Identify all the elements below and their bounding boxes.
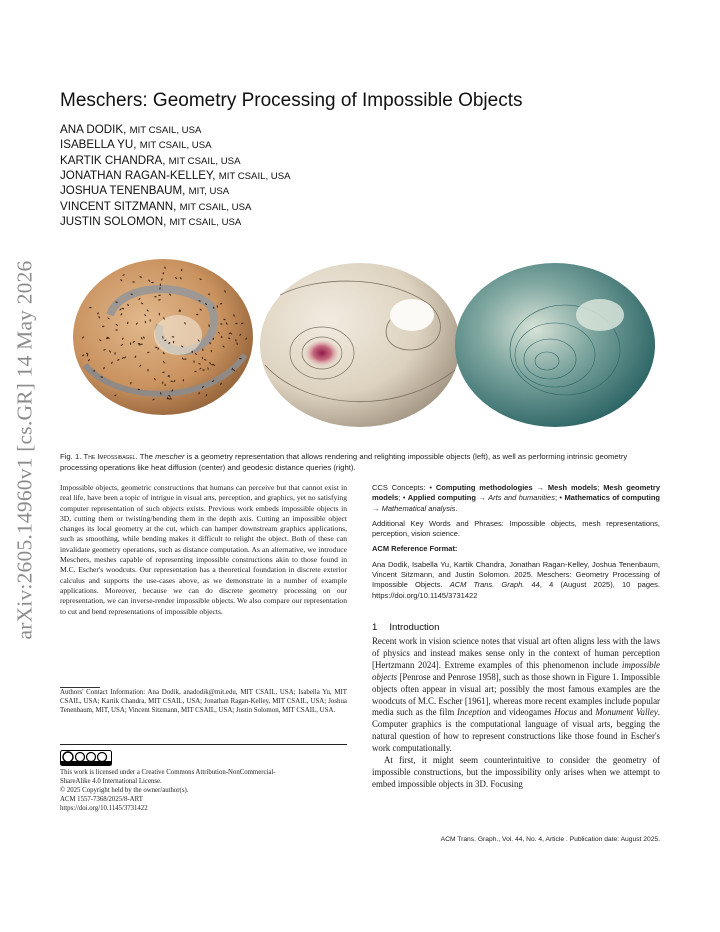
license-line: ShareAlike 4.0 International License. bbox=[60, 778, 162, 785]
paper-title: Meschers: Geometry Processing of Impossible Objects bbox=[60, 90, 523, 111]
bagel-heat-diffusion bbox=[260, 263, 460, 427]
abstract: Impossible objects, geometric constructions that humans can perceive but that cannot exist in real life, have been a topic of intrigue in visual arts, perception, and graphics, yet no satisfying computer representation of such objects exists. Previous work embeds impossible objects in 3D, cutting them or twisting/bending them in the depth axis. Cutting an impossible object changes its local geometry at the cut, which can hamper downstream graphics applications, such as smoothing, while bending makes it difficult to relight the object. Both of these can invalidate geometry operations, such as distance computation. As an alternative, we introduce Meschers, meshes capable of representing impossible constructions akin to those found in M.C. Escher's woodcuts. Our representation has a theoretical foundation in discrete exterior calculus and supports the use-cases above, as we demonstrate in a number of example applications. Moreover, because we can do discrete geometry processing on our representation, we can inverse-render impossible objects. We also compare our representation to cut and bend representations of impossible objects. bbox=[60, 483, 347, 616]
reference-text: Ana Dodik, Isabella Yu, Kartik Chandra, Jonathan Ragan-Kelley, Joshua Tenenbaum, Vincent Sitzmann, and Justin Solomon. 2025. Meschers: Geometry Processing of Impossible Objects. ACM Trans. Graph. 44, 4 (August 2025), 10 pages. https://doi.org/10.1145/3731422 bbox=[372, 559, 661, 600]
author-name: JUSTIN SOLOMON, bbox=[60, 214, 167, 228]
keywords: Additional Key Words and Phrases: Impossible objects, mesh representations, perception, vision science. bbox=[372, 518, 660, 539]
reference-heading: ACM Reference Format: bbox=[372, 544, 458, 554]
introduction-body: Recent work in vision science notes that visual art often aligns less with the laws of physics and instead makes sense only in the context of human perception [Hertzmann 2024]. Extreme examples of this phenomenon include impossible objects [Penrose and Penrose 1958], such as those shown in Figure 1. Impossible objects often appear in visual art; possibly the most famous examples are the woodcuts of M.C. Escher [1961], whereas more recent examples include popular media such as the film Inception and videogames Hocus and Monument Valley. Computer graphics is the computational language of visual arts, begging the natural question of how to represent constructions like those found in Escher's work computationally. At first, it might seem counterintuitive to consider the geometry of impossible constructions, but the impossibility only arises when we attempt to embed impossible objects in 3D. Focusing bbox=[372, 636, 660, 789]
author-line bbox=[60, 214, 241, 230]
author-line bbox=[60, 168, 291, 184]
license-line: This work is licensed under a Creative Commons Attribution-NonCommercial- bbox=[60, 769, 276, 776]
author-line bbox=[60, 199, 251, 215]
license-block bbox=[60, 768, 350, 813]
ccs-concepts: CCS Concepts: • Computing methodologies → Mesh models; Mesh geometry models; • Applied computing → Arts and humanities; • Mathematics of computing → Mathematical analysis. bbox=[372, 483, 660, 513]
author-name: KARTIK CHANDRA, bbox=[60, 153, 166, 167]
author-name: JONATHAN RAGAN-KELLEY, bbox=[60, 168, 216, 182]
arxiv-stamp: arXiv:2605.14960v1 [cs.GR] 14 May 2026 bbox=[12, 260, 37, 640]
author-affiliation: MIT, USA bbox=[188, 186, 230, 198]
author-affiliation: MIT CSAIL, USA bbox=[169, 216, 242, 228]
author-line bbox=[60, 183, 229, 199]
contact-information: Authors' Contact Information: Ana Dodik, anadodik@mit.edu, MIT CSAIL, USA; Isabella Yu, MIT CSAIL, USA; Kartik Chandra, MIT CSAIL, USA; Jonathan Ragan-Kelley, MIT CSAIL, USA; Joshua Tenenbaum, MIT, USA; Vincent Sitzmann, MIT CSAIL, USA; Justin Solomon, MIT CSAIL, USA. bbox=[60, 689, 347, 714]
author-line bbox=[60, 137, 212, 153]
section-heading-introduction: 1 Introduction bbox=[372, 622, 440, 633]
license-line: ACM 1557-7368/2025/8-ART bbox=[60, 796, 143, 803]
license-line: © 2025 Copyright held by the owner/author(s). bbox=[60, 787, 189, 794]
page-footer: ACM Trans. Graph., Vol. 44, No. 4, Article . Publication date: August 2025. bbox=[440, 836, 660, 843]
author-line bbox=[60, 122, 201, 138]
license-line: https://doi.org/10.1145/3731422 bbox=[60, 805, 148, 812]
author-affiliation: MIT CSAIL, USA bbox=[129, 125, 202, 136]
sprinkle bbox=[184, 359, 187, 360]
sprinkle bbox=[163, 272, 164, 275]
bagel-textured bbox=[73, 259, 253, 415]
bagel-geodesic-distance bbox=[455, 263, 655, 427]
author-affiliation: MIT CSAIL, USA bbox=[218, 170, 291, 182]
author-line bbox=[60, 153, 240, 169]
figure-label: Fig. 1. bbox=[60, 452, 82, 461]
author-affiliation: MIT CSAIL, USA bbox=[168, 155, 241, 167]
figure-caption: Fig. 1. The Impossibagel. The mescher is a geometry representation that allows rendering and relighting impossible objects (left), as well as performing intrinsic geometry processing operations like heat diffusion (center) and geodesic distance queries (right). bbox=[60, 452, 628, 472]
author-name: ISABELLA YU, bbox=[60, 138, 137, 152]
author-name: ANA DODIK, bbox=[60, 123, 127, 136]
teaser-figure bbox=[60, 255, 660, 445]
author-affiliation: MIT CSAIL, USA bbox=[179, 201, 252, 213]
figure-name: The Impossibagel. bbox=[83, 452, 138, 461]
author-name: JOSHUA TENENBAUM, bbox=[60, 184, 186, 198]
author-affiliation: MIT CSAIL, USA bbox=[139, 140, 212, 152]
creative-commons-badge-icon bbox=[60, 750, 112, 766]
metadata-column bbox=[372, 483, 660, 606]
author-name: VINCENT SITZMANN, bbox=[60, 199, 177, 213]
license-rule bbox=[60, 744, 347, 745]
